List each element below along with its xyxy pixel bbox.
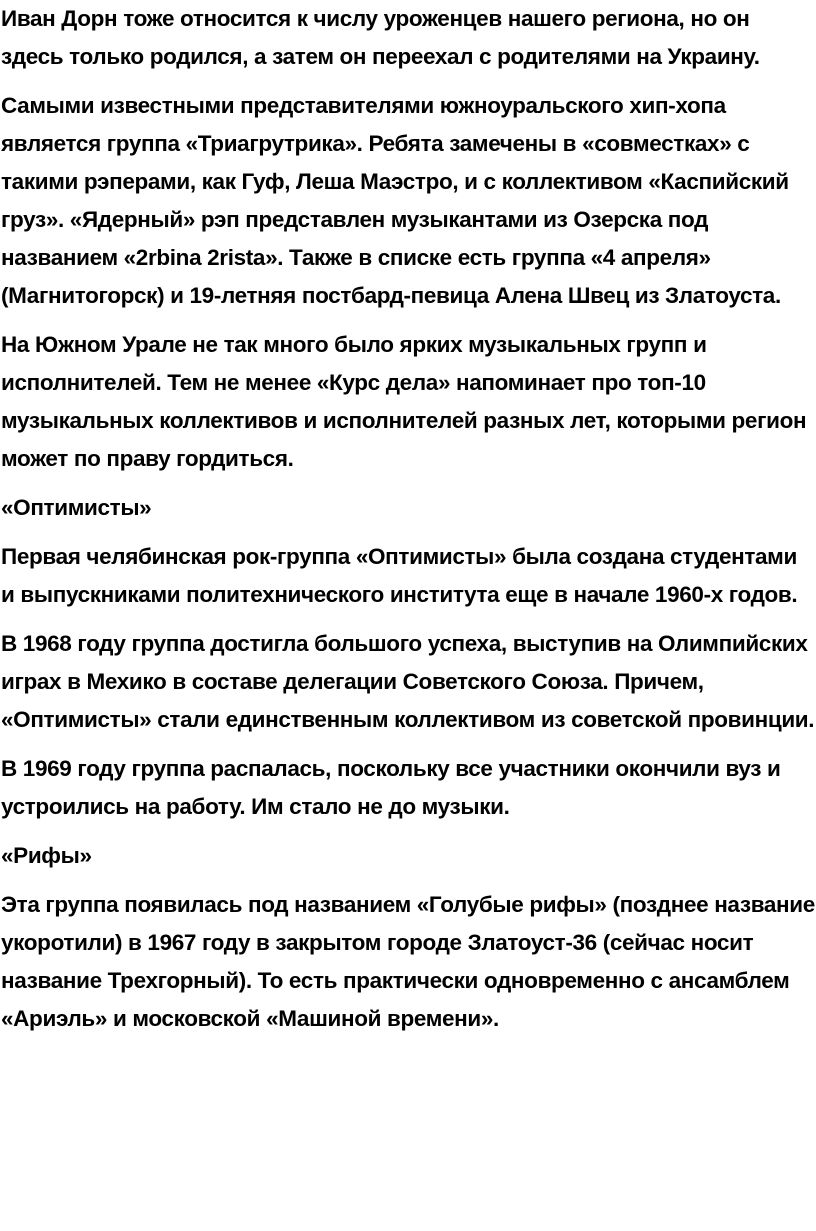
paragraph-optimisty-1969: В 1969 году группа распалась, поскольку все участники окончили вуз и устроились на работу. Им стало не до музыки. [1, 756, 781, 819]
paragraph-rify-history: Эта группа появилась под названием «Голубые рифы» (позднее название укоротили) в 1967 году в закрытом городе Златоуст-36 (сейчас носит название Трехгорный). То есть практически одновременно с ансамблем «Ариэль» и московской «Машиной времени». [1, 892, 815, 1031]
paragraph-hip-hop: Самыми известными представителями южноуральского хип-хопа является группа «Триагрутрика». Ребята замечены в «совместках» с такими рэперами, как Гуф, Леша Маэстро, и с коллективом «Каспийский груз». «Ядерный» рэп представлен музыкантами из Озерска под названием «2rbina 2rista». Также в списке есть группа «4 апреля» (Магнитогорск) и 19-летняя постбард-певица Алена Швец из Златоуста. [1, 93, 789, 308]
heading-optimisty: «Оптимисты» [1, 495, 152, 520]
paragraph-optimisty-founding: Первая челябинская рок-группа «Оптимисты» была создана студентами и выпускниками политехнического института еще в начале 1960-х годов. [1, 544, 798, 607]
paragraph-optimisty-1968: В 1968 году группа достигла большого успеха, выступив на Олимпийских играх в Мехико в составе делегации Советского Союза. Причем, «Оптимисты» стали единственным коллективом из советской провинции. [1, 631, 815, 732]
heading-rify: «Рифы» [1, 843, 92, 868]
paragraph-ivan-dorn: Иван Дорн тоже относится к числу уроженцев нашего региона, но он здесь только родился, а затем он переехал с родителями на Украину. [1, 6, 760, 69]
paragraph-south-ural-top10: На Южном Урале не так много было ярких музыкальных групп и исполнителей. Тем не менее «Курс дела» напоминает про топ-10 музыкальных коллективов и исполнителей разных лет, которыми регион может по праву гордиться. [1, 332, 807, 471]
